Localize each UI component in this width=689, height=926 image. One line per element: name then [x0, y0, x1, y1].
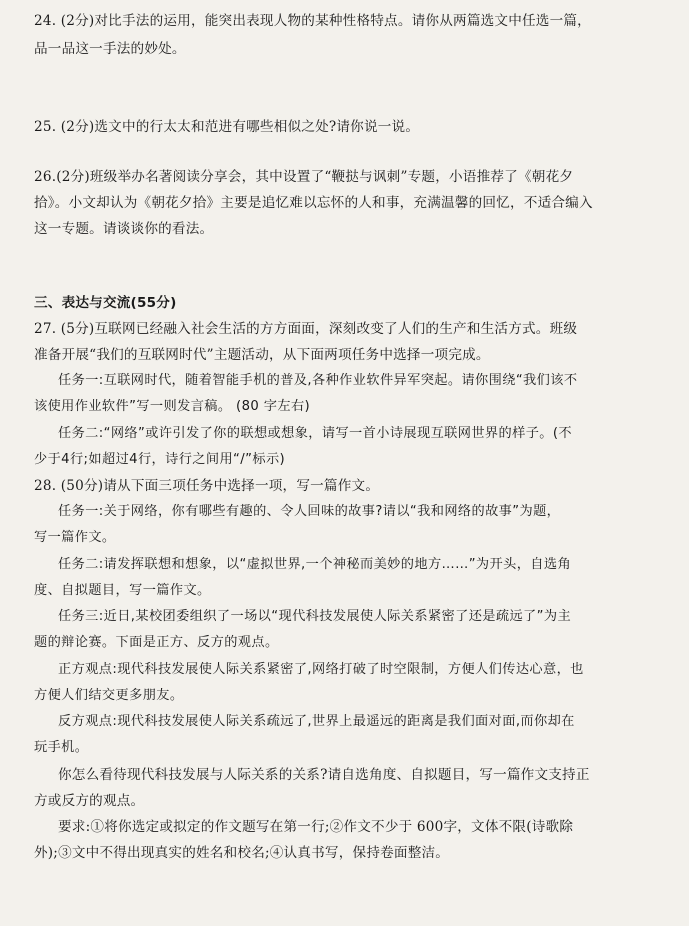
q24-line-2: 品一品这一手法的妙处。: [34, 41, 186, 57]
q28-requirements-line-2: 外);③文中不得出现真实的姓名和校名;④认真书写，保持卷面整洁。: [34, 845, 450, 861]
q28-pro-line-1: 正方观点:现代科技发展使人际关系紧密了,网络打破了时空限制，方便人们传达心意，也: [58, 662, 584, 677]
q28-task2-line-2: 度、自拟题目，写一篇作文。: [34, 583, 211, 598]
q28-con-line-2: 玩手机。: [34, 740, 89, 755]
q28-task1-line-2: 写一篇作文。: [34, 530, 116, 545]
q27-task2-line-1: 任务二:“网络”或许引发了你的联想或想象，请写一首小诗展现互联网世界的样子。(不: [58, 426, 572, 441]
q27-task1-line-1: 任务一:互联网时代，随着智能手机的普及,各种作业软件异军突起。请你围绕“我们该不: [58, 373, 578, 388]
q28-task1-line-1: 任务一:关于网络，你有哪些有趣的、令人回味的故事?请以“我和网络的故事”为题，: [58, 504, 561, 519]
q28-prompt-line-2: 方或反方的观点。: [34, 793, 145, 809]
q28-line-1: 28. (50分)请从下面三项任务中选择一项，写一篇作文。: [34, 478, 380, 494]
q28-task3-line-1: 任务三:近日,某校团委组织了一场以“现代科技发展使人际关系紧密了还是疏远了”为主: [58, 609, 572, 624]
q27-task2-line-2: 少于4行;如超过4行，诗行之间用“/”标示): [34, 452, 286, 467]
q28-requirements-line-1: 要求:①将你选定或拟定的作文题写在第一行;②作文不少于 600字，文体不限(诗歌除: [58, 819, 574, 835]
q27-line-1: 27. (5分)互联网已经融入社会生活的方方面面，深刻改变了人们的生产和生活方式。班级: [34, 321, 578, 337]
q28-prompt-line-1: 你怎么看待现代科技发展与人际关系的关系?请自选角度、自拟题目，写一篇作文支持正: [58, 767, 590, 783]
q26-line-2: 拾》。小文却认为《朝花夕拾》主要是追忆难以忘怀的人和事，充满温馨的回忆，不适合编入: [34, 195, 593, 211]
q27-line-2: 准备开展“我们的互联网时代”主题活动，从下面两项任务中选择一项完成。: [34, 347, 490, 363]
q24-line-1: 24. (2分)对比手法的运用，能突出表现人物的某种性格特点。请你从两篇选文中任选一篇，: [34, 13, 591, 29]
q27-task1-line-2: 该使用作业软件”写一则发言稿。 (80 字左右): [34, 399, 311, 414]
q28-task3-line-2: 题的辩论赛。下面是正方、反方的观点。: [34, 635, 279, 650]
q25-line-1: 25. (2分)选文中的行太太和范进有哪些相似之处?请你说一说。: [34, 119, 420, 135]
q28-con-line-1: 反方观点:现代科技发展使人际关系疏远了,世界上最遥远的距离是我们面对面,而你却在: [58, 714, 575, 729]
section-3-heading: 三、表达与交流(55分): [34, 295, 177, 311]
q26-line-3: 这一专题。请谈谈你的看法。: [34, 221, 214, 237]
q28-task2-line-1: 任务二:请发挥联想和想象，以“虚拟世界,一个神秘而美妙的地方……”为开头，自选角: [58, 557, 572, 572]
q28-pro-line-2: 方便人们结交更多朋友。: [34, 688, 184, 703]
q26-line-1: 26.(2分)班级举办名著阅读分享会，其中设置了“鞭挞与讽刺”专题，小语推荐了《朝花夕: [34, 169, 574, 185]
